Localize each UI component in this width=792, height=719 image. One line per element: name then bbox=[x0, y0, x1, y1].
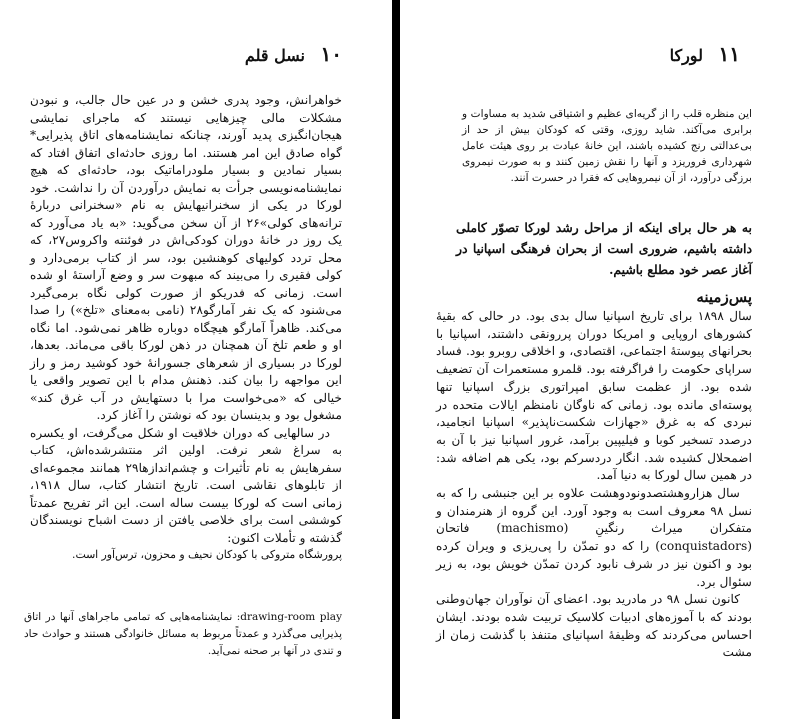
left-page-header bbox=[245, 42, 342, 66]
page-number: ۱۱ bbox=[718, 42, 740, 66]
paragraph: سال هزاروهشتصدونودوهشت علاوه بر این جنبشی را که به نسل ۹۸ معروف است به وجود آورد. این گروه از هنرمندان و متفکران میراث رنگینِ (machismo) فاتحان (conquistadors) را که دو تمدّن را پی‌ریزی و ویران کرده بود و اکنون نیز در شرف نابود کردن تمدّن خویش بود، به زیر سئوال برد. bbox=[436, 486, 752, 589]
footnote: drawing-room play: نمایشنامه‌هایی که تمامی ماجراهای آنها در اتاق پذیرایی می‌گذرد و عمدتاً مربوط به مسائل خانوادگی هستند و حوادث حاد و تندی در آنها بر صحنه نمی‌آید. bbox=[24, 610, 342, 657]
paragraph: سال ۱۸۹۸ برای تاریخ اسپانیا سال بدی بود. در حالی که بقیهٔ کشورهای اروپایی و امریکا دوران پررونقی داشتند، اسپانیا با بحرانهای پیوستهٔ اجتماعی، اقتصادی، و اخلاقی روبرو بود. فساد سراپای حکومت را فراگرفته بود. قلمرو مستعمرات آن تضعیف شده بود. از عظمت سابق امپراتوری بزرگ اسپانیا تنها پوسته‌ای مانده بود. زمانی که ناوگان نامنظم ایالات متحده در نبردی که به غرق «جهازات شکست‌ناپذیر» اسپانیا انجامید، درصدد تسخیر کوبا و فیلیپین برآمد، غرور اسپانیا نیز با آن به اضمحلال کشیده شد. انگار دردسرکم بود، یکی هم اضافه شد: در همین سال لورکا به دنیا آمد. bbox=[436, 309, 752, 483]
book-gutter bbox=[392, 0, 400, 719]
paragraph: در سالهایی که دوران خلاقیت او شکل می‌گرفت، او یکسره به سراغ شعر نرفت. اولین اثر منتشرشده‌اش، کتاب سفرهایش به نام تأثیرات و چشم‌اندازها۲۹ همانند مجموعه‌ای از تابلوهای نقاشی است. تاریخ انتشار کتاب، سال ۱۹۱۸، زمانی است که لورکا بیست ساله است. این اثر تفریح عمدتاً کوششی است برای خلاصی یافتن از دست اشباح نویسندگان گذشته و تأملات اکنون: bbox=[30, 425, 343, 545]
intro-paragraph: به هر حال برای اینکه از مراحل رشد لورکا تصوّر کاملی داشته باشیم، ضروری است از بحران فرهنگی اسپانیا در آغاز عصر خود مطلع باشیم. bbox=[456, 220, 752, 278]
right-page bbox=[400, 0, 792, 719]
body-text bbox=[436, 308, 752, 662]
section-title: پس‌زمینه bbox=[696, 288, 752, 306]
block-quote: این منظره قلب را از گریه‌ای عظیم و اشتیاقی شدید به مساوات و برابری می‌آکند. شاید روزی، وقتی که کودکان بیش از حد از بی‌عدالتی رنج کشیده باشند، این خانهٔ عبادت بر روی هیئت عامل شهرداری فروریزد و آنها را نقش زمین کنند و به صورت نیمروی برزگی درآورد، از آن نیمروهایی که فقرا در حسرت آنند. bbox=[462, 107, 752, 184]
left-page bbox=[0, 0, 392, 719]
page-number: ۱۰ bbox=[320, 42, 342, 66]
paragraph: کانون نسل ۹۸ در مادرید بود. اعضای آن نوآوران جهان‌وطنی بودند که با آموزه‌های ادبیات کلاسیک تربیت شده بودند. ایشان احساس می‌کردند که وظیفهٔ اسپانیای متنفذ با گذشت زمان از مشت bbox=[436, 592, 752, 660]
right-page-header bbox=[670, 42, 740, 66]
block-quote: پرورشگاه متروکی با کودکان نحیف و محزون، ترس‌آور است. bbox=[72, 548, 342, 561]
body-text bbox=[30, 92, 342, 562]
paragraph: خواهرانش، وجود پدری خشن و در عین حال جالب، و نبودن مشکلات مالی چیزهایی نیستند که ماجرای نمایشی هیجان‌انگیزی پدید آورند، چنانکه نمایشنامه‌های اتاق پذیرایی* گواه صادق این امر هستند. اما روزی حادثه‌ای اتفاق افتاد که بسیار نمادین و بسیار ملودراماتیک بود، حادثه‌ای که هیچ نمایشنامه‌نویسی جرأت به نمایش درآوردن آن را نداشت. خود لورکا در یکی از سخنرانیهایش به نام «سخنرانی دربارهٔ ترانه‌های کولی»۲۶ از آن سخن می‌گوید: «به یاد می‌آورد که یک روز در خانهٔ دوران کودکی‌اش در فوئنته واکروس۲۷، که محل تردد کولیهای کوهنشین بود، سر از کتاب برمی‌دارد و کولی فقیری را می‌بیند که مبهوت سر و وضع آراستهٔ او شده است. زمانی که فدریکو از صورت کولی نگاه برمی‌گیرد می‌شنود که یک نفر آمارگو۲۸ (نامی به‌معنای «تلخ») را صدا می‌کند. ظاهراً آمارگو هیچگاه دوباره ظاهر نمی‌شود. اما نگاه او و طعم تلخ آن همچنان در ذهن لورکا باقی می‌ماند. بعدها، لورکا در بسیاری از شعرهای جسورانهٔ خود کوشید رمز و راز این مواجهه را بیان کند. ذهنش مدام با این تصویر واقعی یا خیالی که «می‌خواست مرا با دستهایش در آب غرق کند» مشغول بود و بدینسان بود که نوشتن را آغاز کرد. bbox=[30, 93, 343, 422]
running-head: نسل قلم bbox=[244, 46, 305, 65]
running-head: لورکا bbox=[669, 46, 703, 65]
